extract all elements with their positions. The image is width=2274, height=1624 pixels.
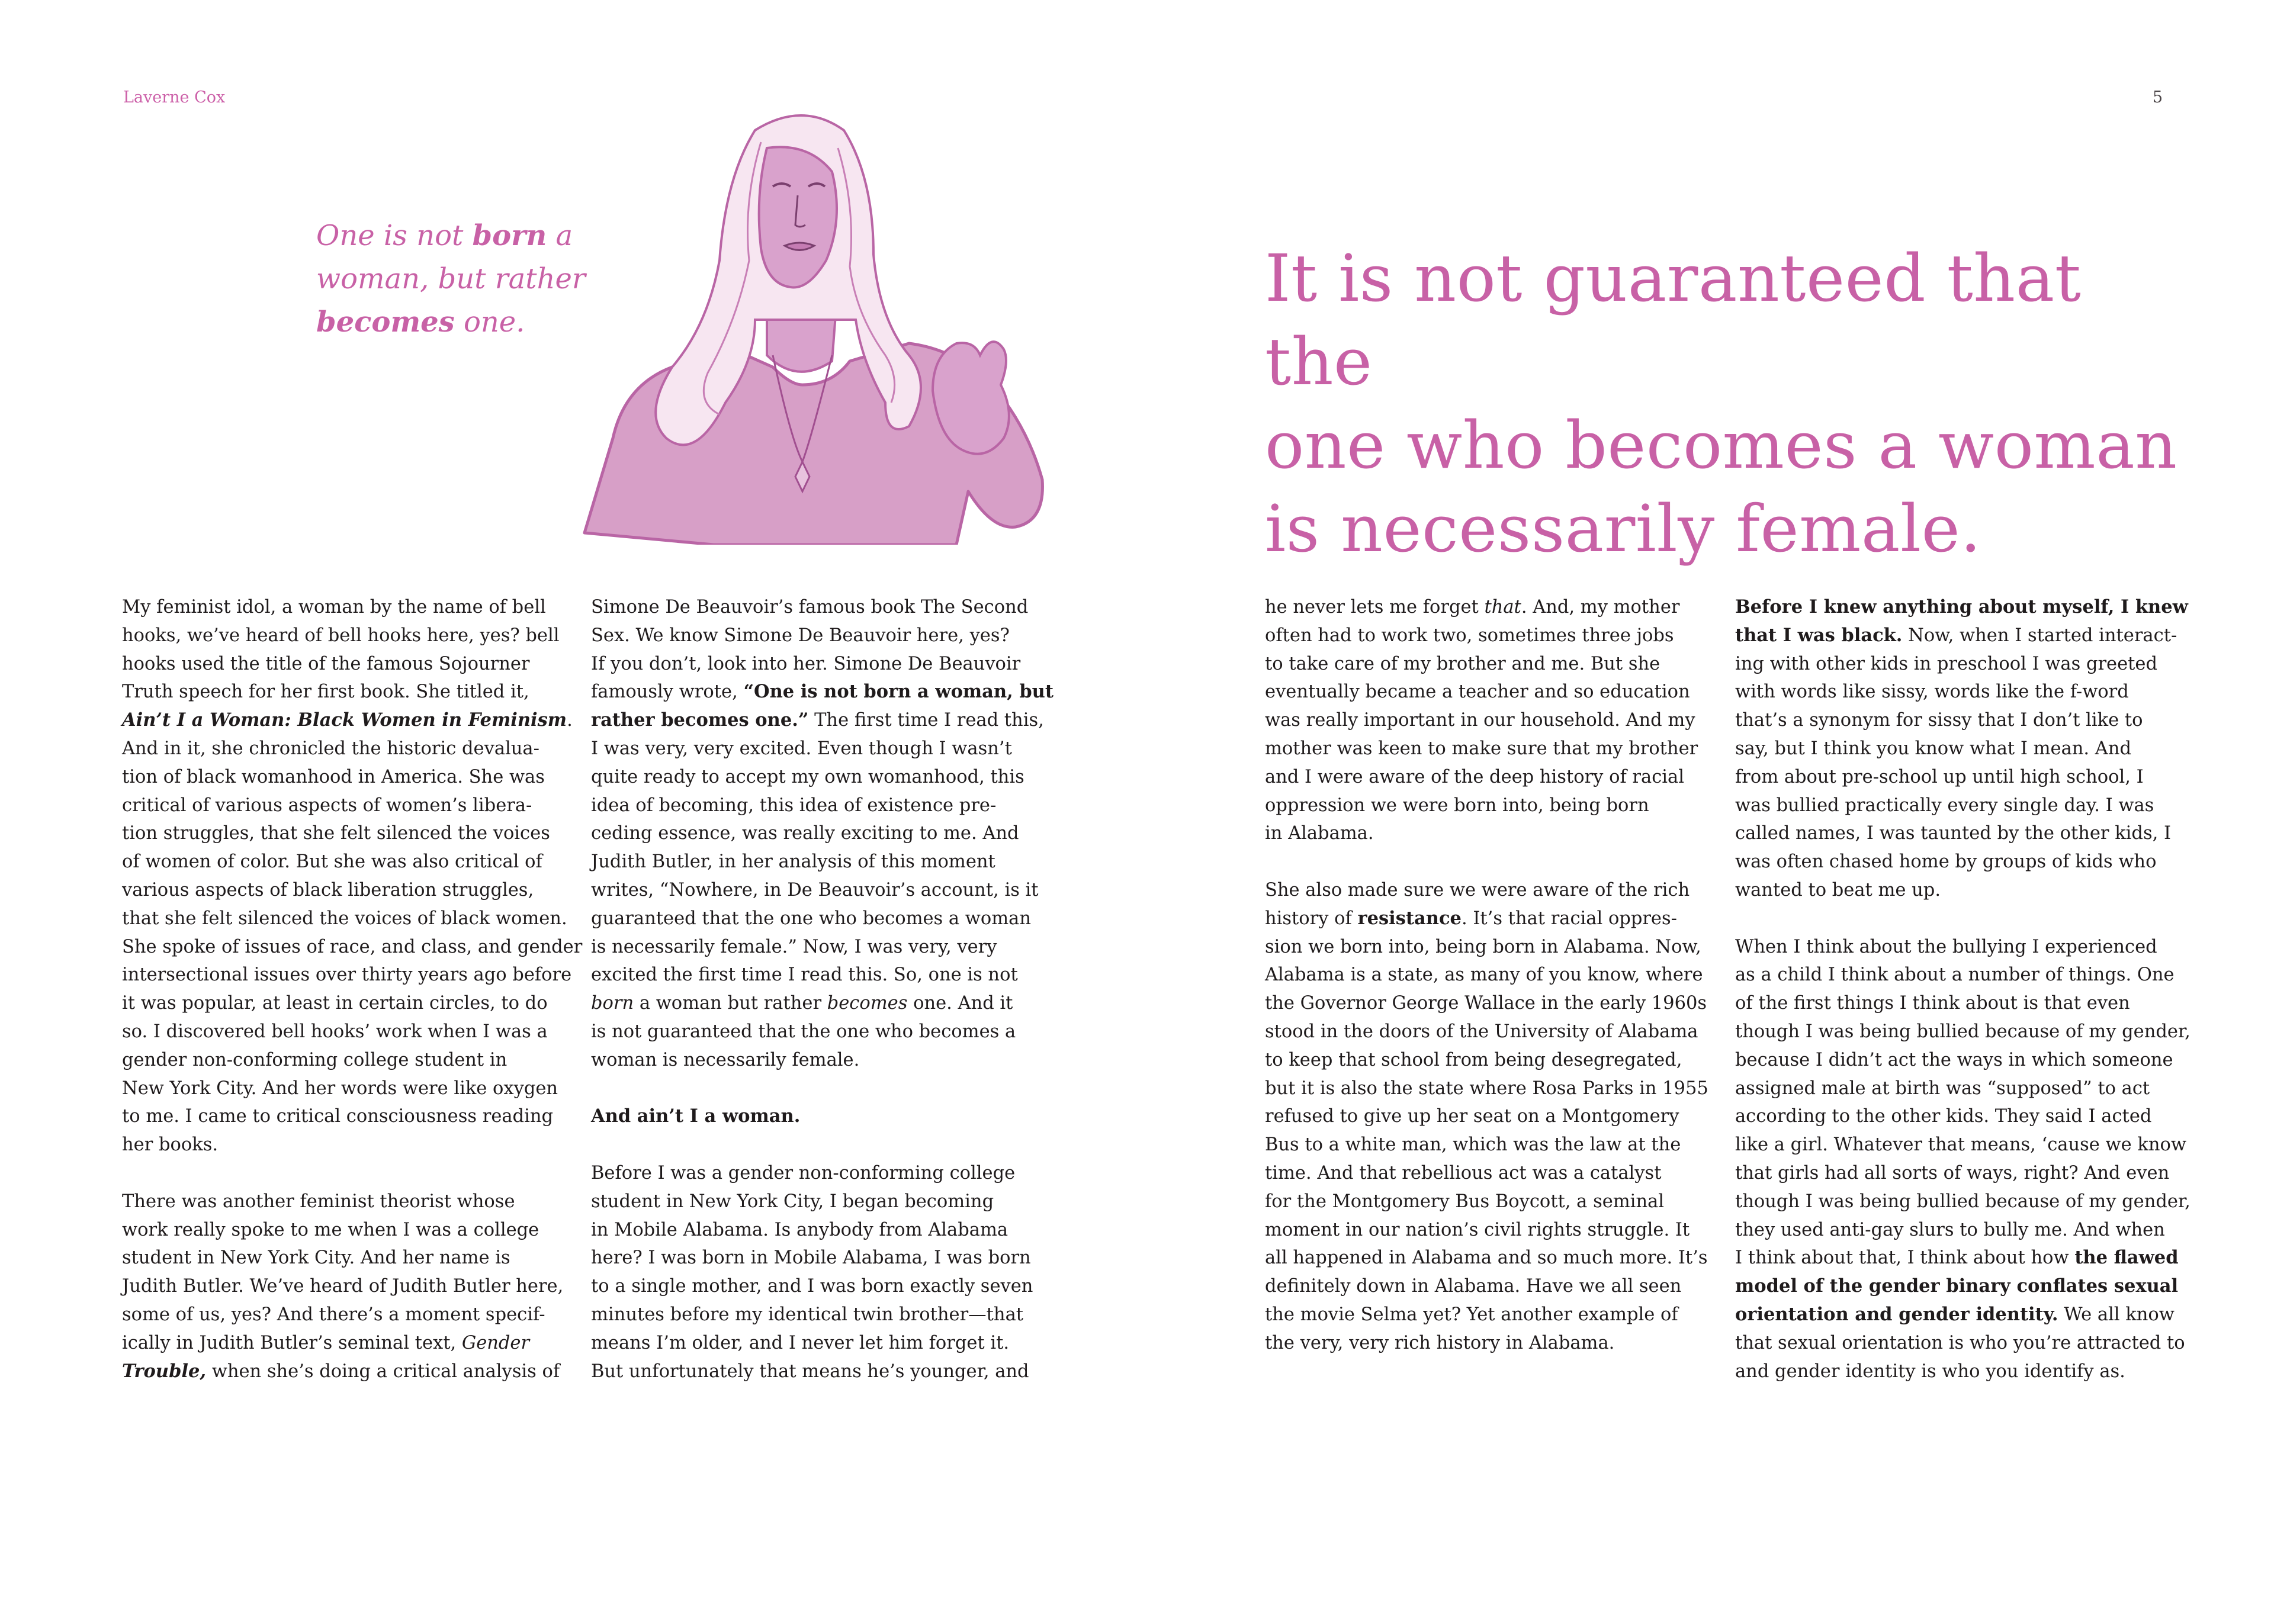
paragraph-break	[591, 1075, 1032, 1103]
body-text: though I was being bullied because of my gender,	[1735, 1021, 2191, 1042]
body-text: There was another feminist theorist whose	[122, 1191, 515, 1212]
body-line	[591, 905, 1032, 933]
body-line	[1735, 1358, 2176, 1386]
body-line	[1265, 1329, 1706, 1358]
body-line	[1265, 1018, 1706, 1046]
body-text: to a single mother, and I was born exactly seven	[591, 1276, 1033, 1297]
body-text: with words like sissy, words like the f-word	[1735, 681, 2129, 703]
body-line	[1735, 961, 2176, 989]
body-line	[122, 848, 563, 876]
body-text: they used anti-gay slurs to bully me. And when	[1735, 1219, 2165, 1240]
body-text: when she’s doing a critical analysis of	[206, 1361, 560, 1382]
body-text: . It’s that racial oppres-	[1461, 908, 1677, 929]
body-text: for the Montgomery Bus Boycott, a seminal	[1265, 1191, 1665, 1212]
body-line	[122, 989, 563, 1018]
body-text: the very, very rich history in Alabama.	[1265, 1332, 1615, 1353]
body-line	[1265, 1216, 1706, 1244]
body-line	[122, 1272, 563, 1301]
body-text: often had to work two, sometimes three jobs	[1265, 625, 1674, 646]
body-line	[591, 933, 1032, 961]
body-text: from about pre-school up until high school, I	[1735, 766, 2144, 787]
body-text: ceding essence, was really exciting to me. And	[591, 823, 1019, 844]
body-text: hooks used the title of the famous Sojourner	[122, 653, 530, 674]
body-text: one. And it	[907, 993, 1013, 1014]
emphasis-text: Before I knew anything about myself, I knew	[1735, 596, 2188, 618]
body-text: here? I was born in Mobile Alabama, I was born	[591, 1247, 1031, 1269]
body-line	[1265, 792, 1706, 820]
body-text: intersectional issues over thirty years ago before	[122, 964, 572, 986]
body-text: Judith Butler. We’ve heard of Judith Butler here,	[122, 1276, 564, 1297]
body-text: that sexual orientation is who you’re attracted to	[1735, 1332, 2185, 1353]
emphasis-text: model of the gender binary conflates sexual	[1735, 1275, 2179, 1297]
body-text: hooks, we’ve heard of bell hooks here, yes? bell	[122, 625, 560, 646]
body-line	[1735, 763, 2176, 792]
body-text: was really important in our household. And my	[1265, 710, 1695, 731]
body-text: her books.	[122, 1134, 219, 1156]
body-text: And in it, she chronicled the historic devalua-	[122, 738, 539, 759]
page-number: 5	[2152, 88, 2163, 107]
emphasis-text: that I was black.	[1735, 624, 1903, 646]
emphasis-text: that	[1484, 597, 1521, 618]
body-text: Before I was a gender non-conforming college	[591, 1162, 1016, 1184]
body-line	[1735, 933, 2176, 961]
body-text: and I were aware of the deep history of racial	[1265, 766, 1684, 787]
body-line	[591, 848, 1032, 876]
body-text: is not guaranteed that the one who becomes a	[591, 1021, 1016, 1042]
paragraph-break	[1735, 905, 2176, 933]
body-line	[122, 1046, 563, 1075]
body-text: Truth speech for her first book. She titled it,	[122, 681, 529, 703]
body-text: assigned male at birth was “supposed” to act	[1735, 1078, 2150, 1099]
pull-quote-line: is necessarily female.	[1265, 491, 1981, 567]
emphasis-text: “One is not born a woman, but	[743, 681, 1054, 703]
body-line	[122, 622, 563, 650]
body-line	[591, 735, 1032, 763]
body-text: in Mobile Alabama. Is anybody from Alabama	[591, 1219, 1008, 1240]
body-text: quite ready to accept my own womanhood, this	[591, 766, 1024, 787]
quote-emphasis: born	[472, 219, 547, 252]
body-line	[122, 1188, 563, 1216]
body-text: it was popular, at least in certain circles, to do	[122, 993, 548, 1014]
body-line	[1735, 1046, 2176, 1075]
body-line	[591, 650, 1032, 678]
body-text: definitely down in Alabama. Have we all seen	[1265, 1276, 1682, 1297]
body-text: the movie Selma yet? Yet another example of	[1265, 1304, 1678, 1325]
body-text: Alabama is a state, as many of you know, where	[1265, 964, 1703, 986]
body-text: student in New York City, I began becoming	[591, 1191, 994, 1212]
body-line	[1735, 1216, 2176, 1244]
body-line	[591, 1159, 1032, 1188]
body-line	[591, 1244, 1032, 1272]
body-line	[1265, 989, 1706, 1018]
body-line	[1265, 1244, 1706, 1272]
body-line	[122, 706, 573, 735]
body-text: New York City. And her words were like oxygen	[122, 1078, 558, 1099]
body-text: When I think about the bullying I experienced	[1735, 936, 2157, 957]
body-line	[122, 1102, 563, 1131]
body-text: that girls had all sorts of ways, right? And even	[1735, 1162, 2170, 1184]
body-line	[122, 1216, 563, 1244]
body-text: woman is necessarily female.	[591, 1049, 860, 1070]
body-text: writes, “Nowhere, in De Beauvoir’s account, is it	[591, 879, 1039, 901]
emphasis-text: becomes	[827, 993, 908, 1014]
body-line	[122, 876, 563, 905]
body-text: The first time I read this,	[808, 710, 1044, 731]
body-line	[122, 1075, 563, 1103]
body-line	[1735, 622, 2176, 650]
body-line	[1735, 678, 2176, 706]
body-line	[122, 1358, 563, 1386]
body-text: to keep that school from being desegregated,	[1265, 1049, 1682, 1070]
body-line	[1265, 593, 1706, 622]
paragraph-break	[122, 1159, 563, 1188]
body-line	[1735, 792, 2176, 820]
body-text: mother was keen to make sure that my brother	[1265, 738, 1698, 759]
body-text: in Alabama.	[1265, 823, 1374, 844]
body-text: eventually became a teacher and so education	[1265, 681, 1690, 703]
body-text: ically in Judith Butler’s seminal text,	[122, 1332, 462, 1353]
body-text: some of us, yes? And there’s a moment specif-	[122, 1304, 545, 1325]
body-line	[591, 1358, 1032, 1386]
body-line	[1265, 933, 1706, 961]
quote-text: One is not	[316, 219, 473, 252]
body-text: the Governor George Wallace in the early 1960s	[1265, 993, 1707, 1014]
body-text: refused to give up her seat on a Montgomery	[1265, 1106, 1679, 1127]
body-line	[1265, 1131, 1706, 1159]
portrait-illustration	[577, 107, 1057, 545]
body-line	[591, 876, 1039, 905]
body-text: according to the other kids. They said I acted	[1735, 1106, 2152, 1127]
body-line	[1265, 706, 1706, 735]
body-text: like a girl. Whatever that means, ‘cause we know	[1735, 1134, 2186, 1156]
body-line	[1265, 961, 1706, 989]
body-text: to me. I came to critical consciousness reading	[122, 1106, 553, 1127]
body-text: If you don’t, look into her. Simone De Beauvoir	[591, 653, 1021, 674]
body-text: critical of various aspects of women’s libera-	[122, 795, 532, 816]
body-line	[1735, 819, 2176, 848]
body-text: called names, I was taunted by the other kids, I	[1735, 823, 2172, 844]
body-line	[1265, 1102, 1706, 1131]
body-line	[591, 763, 1032, 792]
body-line	[591, 1272, 1032, 1301]
body-text: idea of becoming, this idea of existence pre-	[591, 795, 997, 816]
body-text: a woman but rather	[634, 993, 827, 1014]
body-line	[1735, 1272, 2179, 1301]
emphasis-text: rather becomes one.”	[591, 709, 809, 731]
body-line	[1265, 1272, 1706, 1301]
body-text: is necessarily female.” Now, I was very, very	[591, 936, 997, 957]
body-line	[1735, 1244, 2179, 1272]
body-line	[1265, 819, 1706, 848]
body-line	[122, 961, 572, 989]
body-line	[591, 622, 1032, 650]
body-line	[591, 1301, 1032, 1329]
body-line	[1735, 989, 2176, 1018]
emphasis-text: resistance	[1357, 907, 1462, 929]
body-text: ing with other kids in preschool I was greeted	[1735, 653, 2157, 674]
body-line	[122, 593, 563, 622]
body-line	[1265, 622, 1706, 650]
body-line	[591, 989, 1032, 1018]
paragraph-break	[1265, 848, 1706, 876]
body-text: tion struggles, that she felt silenced the voices	[122, 823, 550, 844]
body-text: say, but I think you know what I mean. And	[1735, 738, 2131, 759]
body-line	[591, 819, 1032, 848]
body-line	[1265, 735, 1706, 763]
body-text: minutes before my identical twin brother—that	[591, 1304, 1024, 1325]
body-line	[1735, 1075, 2176, 1103]
body-line	[122, 1244, 563, 1272]
body-line	[122, 650, 563, 678]
quote-text: a	[547, 219, 573, 252]
emphasis-text: Ain’t I a Woman: Black Women in Feminism	[122, 709, 567, 731]
body-text: We all know	[2058, 1304, 2175, 1325]
body-line	[591, 1216, 1032, 1244]
body-line	[1265, 650, 1706, 678]
body-text: sion we born into, being born in Alabama. Now,	[1265, 936, 1701, 957]
emphasis-text: born	[591, 993, 634, 1014]
body-line	[122, 735, 563, 763]
body-text: that she felt silenced the voices of black women.	[122, 908, 567, 929]
body-text: as a child I think about a number of things. One	[1735, 964, 2175, 986]
body-text: I think about that, I think about how	[1735, 1247, 2075, 1269]
running-head-author: Laverne Cox	[123, 88, 226, 107]
emphasis-text: the flawed	[2074, 1247, 2179, 1269]
body-text: he never lets me forget	[1265, 597, 1485, 618]
body-text: but it is also the state where Rosa Parks in 1955	[1265, 1078, 1708, 1099]
body-text: moment in our nation’s civil rights struggle. It	[1265, 1219, 1690, 1240]
body-line	[591, 1018, 1032, 1046]
body-text: Simone De Beauvoir’s famous book The Second	[591, 597, 1029, 618]
body-line	[1735, 1102, 2176, 1131]
body-text: stood in the doors of the University of Alabama	[1265, 1021, 1698, 1042]
body-line	[1735, 1018, 2191, 1046]
body-line	[1735, 1131, 2186, 1159]
body-text: various aspects of black liberation struggles,	[122, 879, 534, 901]
body-line	[122, 792, 563, 820]
body-text: so. I discovered bell hooks’ work when I was a	[122, 1021, 548, 1042]
body-text: excited the first time I read this. So, one is not	[591, 964, 1018, 986]
quote-text: woman, but rather	[316, 262, 586, 295]
body-text: though I was being bullied because of my gender,	[1735, 1191, 2191, 1212]
body-text: Sex. We know Simone De Beauvoir here, yes?	[591, 625, 1010, 646]
body-text: of the first things I think about is that even	[1735, 993, 2130, 1014]
pull-quote-line: one who becomes a woman	[1265, 407, 2177, 483]
body-text: student in New York City. And her name is	[122, 1247, 510, 1269]
body-line	[122, 819, 563, 848]
quote-emphasis: becomes	[316, 305, 455, 339]
body-line	[591, 1188, 1032, 1216]
body-text: was bullied practically every single day. I was	[1735, 795, 2154, 816]
body-text: tion of black womanhood in America. She was	[122, 766, 545, 787]
text-column-1	[122, 593, 583, 1385]
body-text: of women of color. But she was also critical of	[122, 851, 542, 873]
body-text: She spoke of issues of race, and class, and gender	[122, 936, 583, 957]
body-text: work really spoke to me when I was a college	[122, 1219, 539, 1240]
body-line	[591, 1329, 1032, 1358]
body-line	[1265, 678, 1706, 706]
body-text: to take care of my brother and me. But she	[1265, 653, 1660, 674]
paragraph-break	[591, 1131, 1032, 1159]
body-line	[1735, 593, 2188, 622]
body-line	[1735, 735, 2176, 763]
body-line	[1735, 1329, 2185, 1358]
body-line	[1265, 1188, 1706, 1216]
body-text: My feminist idol, a woman by the name of bell	[122, 597, 546, 618]
body-line	[1265, 1075, 1706, 1103]
body-text: But unfortunately that means he’s younger, and	[591, 1361, 1029, 1382]
body-line	[591, 593, 1032, 622]
text-column-3	[1265, 593, 1706, 1358]
body-line	[591, 1046, 1032, 1075]
body-text: . And, my mother	[1521, 597, 1680, 618]
body-line	[1735, 650, 2176, 678]
body-text: .	[567, 710, 573, 731]
epigraph-quote	[316, 214, 600, 344]
body-line	[122, 1018, 563, 1046]
emphasis-text: orientation and gender identity.	[1735, 1303, 2058, 1325]
body-text: famously wrote,	[591, 681, 744, 703]
body-line	[122, 905, 567, 933]
body-line	[591, 792, 1032, 820]
body-line	[1265, 1159, 1706, 1188]
body-line	[591, 706, 1044, 735]
body-text: time. And that rebellious act was a catalyst	[1265, 1162, 1662, 1184]
quote-text: one.	[454, 305, 525, 339]
body-line	[591, 678, 1054, 706]
pull-quote	[1265, 237, 2189, 571]
body-line	[1735, 1301, 2176, 1329]
body-text: that’s a synonym for sissy that I don’t like to	[1735, 710, 2143, 731]
text-column-4	[1735, 593, 2191, 1385]
body-text: wanted to beat me up.	[1735, 879, 1941, 901]
body-line	[122, 1301, 563, 1329]
body-text: Now, when I started interact-	[1902, 625, 2177, 646]
body-line	[122, 763, 563, 792]
body-line	[1265, 905, 1706, 933]
body-text: means I’m older, and I never let him forget it.	[591, 1332, 1010, 1353]
body-text: all happened in Alabama and so much more. It’s	[1265, 1247, 1708, 1269]
body-text: because I didn’t act the ways in which someone	[1735, 1049, 2173, 1070]
body-text: oppression we were born into, being born	[1265, 795, 1649, 816]
body-line	[1735, 1159, 2176, 1188]
body-line	[1265, 763, 1706, 792]
pull-quote-line: It is not guaranteed that the	[1265, 240, 2082, 400]
body-text: Judith Butler, in her analysis of this moment	[591, 851, 995, 873]
body-line	[1735, 1188, 2191, 1216]
body-text: history of	[1265, 908, 1358, 929]
body-line	[1735, 876, 2176, 905]
body-line	[1265, 876, 1706, 905]
body-text: was often chased home by groups of kids who	[1735, 851, 2157, 873]
body-line	[122, 933, 583, 961]
body-line	[122, 1131, 563, 1159]
body-line	[122, 678, 563, 706]
text-column-2	[591, 593, 1054, 1385]
body-line	[1265, 1301, 1706, 1329]
emphasis-text: And ain’t I a woman.	[591, 1105, 801, 1127]
body-line	[591, 1102, 1032, 1131]
body-line	[1735, 848, 2176, 876]
body-line	[1265, 1046, 1706, 1075]
body-line	[122, 1329, 563, 1358]
body-text: and gender identity is who you identify as.	[1735, 1361, 2125, 1382]
body-text: Bus to a white man, which was the law at the	[1265, 1134, 1681, 1156]
body-text: She also made sure we were aware of the rich	[1265, 879, 1690, 901]
body-line	[1735, 706, 2176, 735]
body-text: gender non-conforming college student in	[122, 1049, 508, 1070]
body-text: guaranteed that the one who becomes a woman	[591, 908, 1032, 929]
emphasis-text: Trouble,	[122, 1360, 207, 1382]
emphasis-text: Gender	[461, 1332, 530, 1353]
body-line	[591, 961, 1032, 989]
body-text: I was very, very excited. Even though I wasn’t	[591, 738, 1012, 759]
